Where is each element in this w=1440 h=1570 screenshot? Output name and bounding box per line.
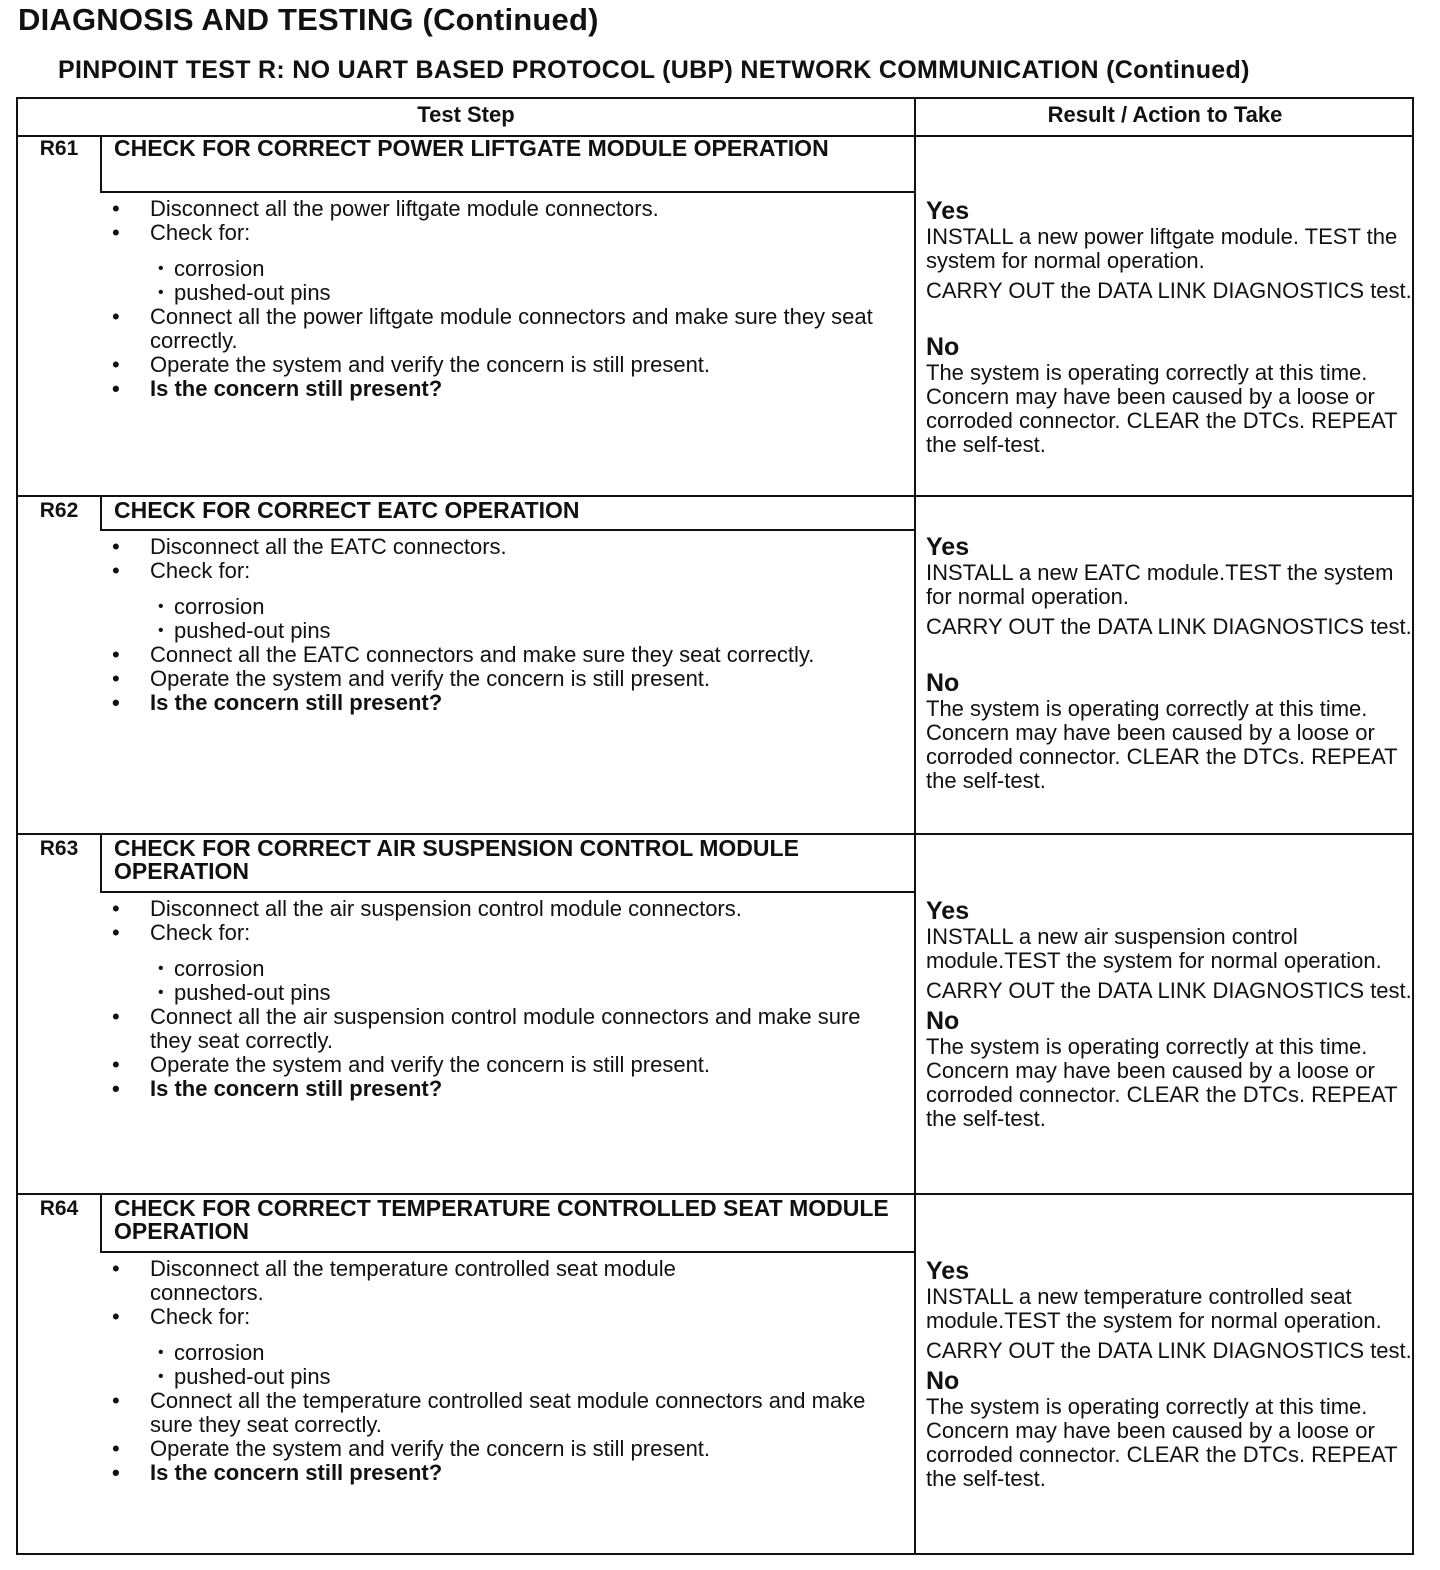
instruction-item: • Operate the system and verify the concern is still present. <box>112 1053 894 1077</box>
test-step-r62 <box>18 497 1412 835</box>
instruction-item: • Connect all the air suspension control module connectors and make sure they seat correctly. <box>112 1005 894 1053</box>
page-title: DIAGNOSIS AND TESTING (Continued) <box>18 2 599 37</box>
step-heading: CHECK FOR CORRECT AIR SUSPENSION CONTROL MODULE OPERATION <box>100 835 914 893</box>
check-item: • corrosion <box>112 1341 894 1365</box>
check-item: • corrosion <box>112 257 894 281</box>
result-action <box>926 1257 1412 1491</box>
question-item: • Is the concern still present? <box>112 377 894 401</box>
step-heading: CHECK FOR CORRECT TEMPERATURE CONTROLLED SEAT MODULE OPERATION <box>100 1195 914 1253</box>
check-item: • pushed-out pins <box>112 619 894 643</box>
no-label: No <box>926 1007 960 1035</box>
table-header <box>18 99 1412 137</box>
yes-action-2: CARRY OUT the DATA LINK DIAGNOSTICS test. <box>926 614 1412 639</box>
question-item: • Is the concern still present? <box>112 691 894 715</box>
section-title: PINPOINT TEST R: NO UART BASED PROTOCOL (UBP) NETWORK COMMUNICATION (Continued) <box>58 56 1250 84</box>
yes-action-2: CARRY OUT the DATA LINK DIAGNOSTICS test. <box>926 278 1412 303</box>
yes-label: Yes <box>926 897 970 925</box>
check-item: • corrosion <box>112 957 894 981</box>
instruction-item: • Disconnect all the EATC connectors. <box>112 535 894 559</box>
instruction-item: • Connect all the EATC connectors and make sure they seat correctly. <box>112 643 894 667</box>
no-label: No <box>926 1367 960 1395</box>
yes-action: INSTALL a new EATC module.TEST the system for normal operation. <box>926 560 1394 609</box>
step-heading: CHECK FOR CORRECT POWER LIFTGATE MODULE OPERATION <box>100 135 914 193</box>
yes-label: Yes <box>926 197 970 225</box>
step-id: R62 <box>39 499 79 522</box>
step-id: R64 <box>39 1197 79 1220</box>
step-id: R61 <box>39 137 79 160</box>
yes-label: Yes <box>926 1257 970 1285</box>
column-header-test-step: Test Step <box>417 102 515 127</box>
check-item: • pushed-out pins <box>112 281 894 305</box>
instruction-item: • Operate the system and verify the concern is still present. <box>112 667 894 691</box>
instruction-item: • Connect all the power liftgate module connectors and make sure they seat correctly. <box>112 305 894 353</box>
instruction-item: • Check for: <box>112 1305 894 1329</box>
no-action: The system is operating correctly at this time. Concern may have been caused by a loose or corroded connector. CLEAR the DTCs. REPEAT the self-test. <box>926 1394 1398 1491</box>
result-action <box>926 533 1412 793</box>
check-item: • pushed-out pins <box>112 1365 894 1389</box>
no-action: The system is operating correctly at this time. Concern may have been caused by a loose or corroded connector. CLEAR the DTCs. REPEAT the self-test. <box>926 696 1398 793</box>
pinpoint-test-table <box>16 97 1414 1555</box>
instruction-item: • Disconnect all the temperature controlled seat module connectors. <box>112 1257 894 1305</box>
result-action <box>926 897 1412 1131</box>
no-label: No <box>926 333 960 361</box>
step-instructions <box>18 1257 914 1485</box>
no-label: No <box>926 669 960 697</box>
yes-action: INSTALL a new temperature controlled seat module.TEST the system for normal operation. <box>926 1284 1382 1333</box>
step-id: R63 <box>39 837 79 860</box>
step-instructions <box>18 535 914 715</box>
instruction-item: • Check for: <box>112 221 894 245</box>
instruction-item: • Disconnect all the air suspension control module connectors. <box>112 897 894 921</box>
instruction-item: • Operate the system and verify the concern is still present. <box>112 353 894 377</box>
test-step-r64 <box>18 1195 1412 1553</box>
instruction-item: • Check for: <box>112 559 894 583</box>
instruction-item: • Operate the system and verify the concern is still present. <box>112 1437 894 1461</box>
step-heading: CHECK FOR CORRECT EATC OPERATION <box>100 497 914 531</box>
yes-action-2: CARRY OUT the DATA LINK DIAGNOSTICS test. <box>926 1338 1412 1363</box>
question-item: • Is the concern still present? <box>112 1461 894 1485</box>
no-action: The system is operating correctly at this time. Concern may have been caused by a loose or corroded connector. CLEAR the DTCs. REPEAT the self-test. <box>926 1034 1398 1131</box>
step-instructions <box>18 897 914 1101</box>
instruction-item: • Connect all the temperature controlled seat module connectors and make sure they seat correctly. <box>112 1389 894 1437</box>
yes-label: Yes <box>926 533 970 561</box>
yes-action: INSTALL a new power liftgate module. TEST the system for normal operation. <box>926 224 1398 273</box>
check-item: • corrosion <box>112 595 894 619</box>
yes-action: INSTALL a new air suspension control module.TEST the system for normal operation. <box>926 924 1382 973</box>
yes-action-2: CARRY OUT the DATA LINK DIAGNOSTICS test. <box>926 978 1412 1003</box>
question-item: • Is the concern still present? <box>112 1077 894 1101</box>
step-instructions <box>18 197 914 401</box>
test-step-r61 <box>18 135 1412 497</box>
result-action <box>926 197 1412 457</box>
test-step-r63 <box>18 835 1412 1195</box>
no-action: The system is operating correctly at this time. Concern may have been caused by a loose or corroded connector. CLEAR the DTCs. REPEAT the self-test. <box>926 360 1398 457</box>
column-header-result: Result / Action to Take <box>1047 102 1283 127</box>
check-item: • pushed-out pins <box>112 981 894 1005</box>
instruction-item: • Disconnect all the power liftgate module connectors. <box>112 197 894 221</box>
instruction-item: • Check for: <box>112 921 894 945</box>
